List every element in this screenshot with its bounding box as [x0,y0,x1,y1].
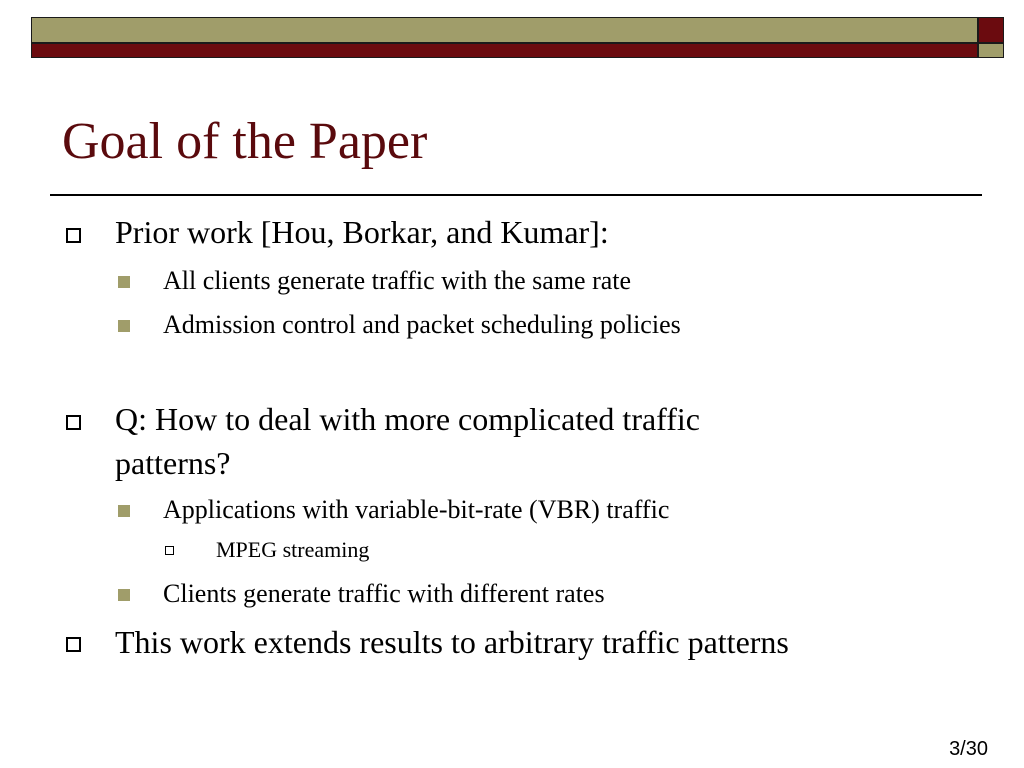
filled-square-bullet-icon [118,276,130,288]
filled-square-bullet-icon [118,320,130,332]
sub-sub-bullet-mpeg: MPEG streaming [216,537,370,562]
title-divider [50,194,982,196]
bullet-prior-work: Prior work [Hou, Borkar, and Kumar]: [115,214,609,250]
corner-square-maroon [978,17,1004,43]
header-band-olive [31,17,978,43]
sub-bullet-same-rate: All clients generate traffic with the same rate [163,266,632,295]
sub-bullet-admission-control: Admission control and packet scheduling policies [163,310,681,339]
page-number: 3/30 [949,738,988,760]
filled-square-bullet-icon [118,589,130,601]
slide-title: Goal of the Paper [62,113,428,170]
bullet-question-continued: patterns? [115,445,231,481]
hollow-square-bullet-icon [66,415,81,430]
header-band-maroon [31,43,978,58]
hollow-square-bullet-icon [66,637,81,652]
hollow-square-bullet-icon [66,228,81,243]
small-hollow-square-bullet-icon [165,546,174,555]
sub-bullet-different-rates: Clients generate traffic with different rates [163,579,605,608]
filled-square-bullet-icon [118,505,130,517]
corner-square-olive [978,43,1004,58]
bullet-this-work: This work extends results to arbitrary traffic patterns [115,624,789,660]
sub-bullet-vbr: Applications with variable-bit-rate (VBR) traffic [163,495,670,524]
bullet-question: Q: How to deal with more complicated traffic [115,401,700,437]
